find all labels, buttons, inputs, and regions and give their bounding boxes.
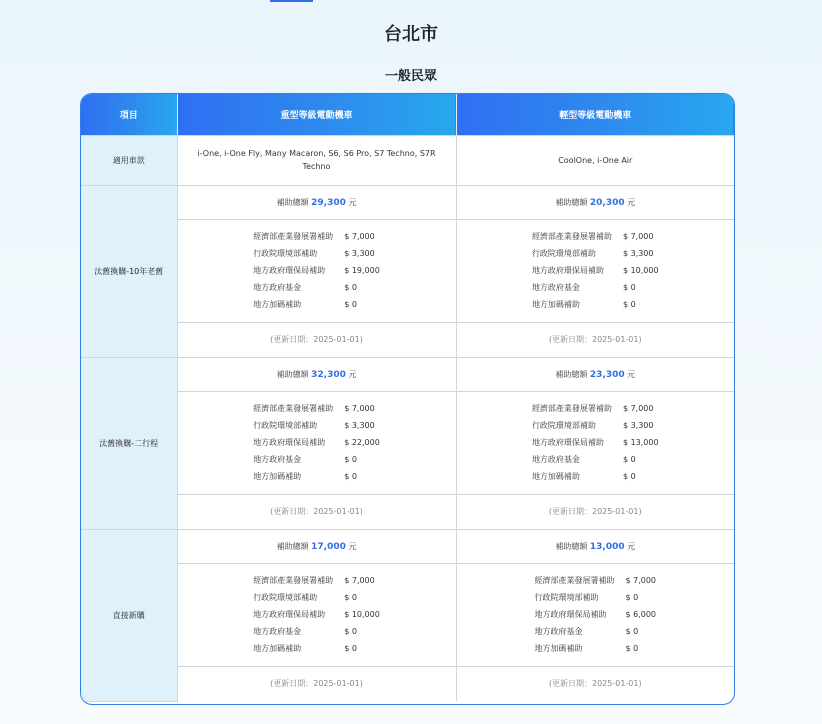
item-value: $ 7,000 xyxy=(344,576,375,585)
section-label: 汰舊換購-10年老舊 xyxy=(81,185,177,357)
total-prefix: 補助總額 xyxy=(276,197,309,207)
total-amount: 23,300 xyxy=(589,369,625,380)
breakdown-row xyxy=(81,391,734,494)
breakdown-item xyxy=(534,572,656,589)
light-models: CoolOne, i-One Air xyxy=(456,135,734,185)
breakdown-item xyxy=(532,417,659,434)
light-total-cell xyxy=(456,357,734,391)
breakdown-item xyxy=(253,468,380,485)
total-prefix: 補助總額 xyxy=(555,541,588,551)
item-name: 經濟部產業發展署補助 xyxy=(534,576,615,585)
item-value: $ 7,000 xyxy=(622,404,654,413)
breakdown-list xyxy=(253,228,380,313)
subsidy-table xyxy=(81,94,734,702)
total-amount: 32,300 xyxy=(311,369,346,380)
breakdown-item xyxy=(253,434,380,451)
active-tab-indicator xyxy=(270,0,313,2)
breakdown-item xyxy=(532,400,659,417)
breakdown-item xyxy=(534,606,656,623)
subsidy-table-container xyxy=(80,93,735,705)
total-amount: 29,300 xyxy=(311,197,346,208)
update-row xyxy=(81,494,734,529)
total-prefix: 補助總額 xyxy=(555,369,588,379)
total-amount: 20,300 xyxy=(589,197,625,208)
breakdown-item xyxy=(534,640,656,657)
item-value: $ 3,300 xyxy=(622,421,654,430)
breakdown-list xyxy=(532,400,659,485)
item-name: 行政院環境部補助 xyxy=(531,421,596,430)
item-value: $ 0 xyxy=(622,283,636,292)
item-value: $ 22,000 xyxy=(344,438,380,447)
item-value: $ 10,000 xyxy=(622,266,659,275)
item-value: $ 3,300 xyxy=(344,421,375,430)
item-value: $ 0 xyxy=(625,627,639,636)
item-value: $ 0 xyxy=(344,593,357,602)
item-name: 地方加碼補助 xyxy=(531,300,580,309)
breakdown-list xyxy=(253,572,380,657)
models-label: 適用車款 xyxy=(81,135,177,185)
breakdown-item xyxy=(253,451,380,468)
total-prefix: 補助總額 xyxy=(555,197,588,207)
total-prefix: 補助總額 xyxy=(276,369,309,379)
breakdown-list xyxy=(534,572,656,657)
item-value: $ 3,300 xyxy=(344,249,375,258)
item-value: $ 7,000 xyxy=(622,232,654,241)
item-name: 地方政府環保局補助 xyxy=(534,610,607,619)
breakdown-item xyxy=(253,400,380,417)
item-name: 地方政府基金 xyxy=(531,283,580,292)
heavy-breakdown-cell xyxy=(177,219,456,322)
item-value: $ 19,000 xyxy=(344,266,380,275)
total-row xyxy=(81,357,734,391)
heavy-breakdown-cell xyxy=(177,563,456,666)
heavy-update-date: (更新日期：2025-01-01) xyxy=(177,322,456,357)
total-suffix: 元 xyxy=(627,369,636,379)
breakdown-row xyxy=(81,219,734,322)
item-value: $ 7,000 xyxy=(344,404,375,413)
item-name: 地方政府基金 xyxy=(253,627,302,636)
item-name: 行政院環境部補助 xyxy=(531,249,596,258)
item-value: $ 0 xyxy=(625,593,639,602)
breakdown-item xyxy=(253,623,380,640)
item-name: 地方加碼補助 xyxy=(534,644,583,653)
item-value: $ 0 xyxy=(344,283,357,292)
item-value: $ 0 xyxy=(344,644,357,653)
heavy-total-cell xyxy=(177,357,456,391)
item-name: 經濟部產業發展署補助 xyxy=(253,576,334,585)
breakdown-list xyxy=(253,400,380,485)
light-update-date: (更新日期：2025-01-01) xyxy=(456,494,734,529)
total-amount: 13,000 xyxy=(589,541,625,552)
item-value: $ 3,300 xyxy=(622,249,654,258)
breakdown-item xyxy=(534,589,656,606)
section-label: 汰舊換購-二行程 xyxy=(81,357,177,529)
item-value: $ 13,000 xyxy=(622,438,659,447)
item-name: 地方加碼補助 xyxy=(253,644,302,653)
item-name: 地方政府環保局補助 xyxy=(531,266,604,275)
total-prefix: 補助總額 xyxy=(276,541,309,551)
item-name: 地方加碼補助 xyxy=(531,472,580,481)
breakdown-row xyxy=(81,563,734,666)
item-name: 地方政府基金 xyxy=(253,455,302,464)
item-value: $ 7,000 xyxy=(344,232,375,241)
light-update-date: (更新日期：2025-01-01) xyxy=(456,666,734,701)
item-value: $ 6,000 xyxy=(625,610,657,619)
breakdown-list xyxy=(532,228,659,313)
total-amount: 17,000 xyxy=(311,541,346,552)
item-value: $ 0 xyxy=(622,472,636,481)
item-name: 經濟部產業發展署補助 xyxy=(253,232,334,241)
item-name: 地方政府環保局補助 xyxy=(531,438,604,447)
item-value: $ 0 xyxy=(344,455,357,464)
item-name: 地方政府環保局補助 xyxy=(253,438,326,447)
item-name: 行政院環境部補助 xyxy=(253,421,318,430)
update-row xyxy=(81,666,734,701)
item-name: 地方加碼補助 xyxy=(253,472,302,481)
item-value: $ 0 xyxy=(344,627,357,636)
heavy-update-date: (更新日期：2025-01-01) xyxy=(177,666,456,701)
header-light: 輕型等級電動機車 xyxy=(456,94,734,135)
item-name: 行政院環境部補助 xyxy=(534,593,599,602)
breakdown-item xyxy=(532,228,659,245)
light-breakdown-cell xyxy=(456,391,734,494)
light-update-date: (更新日期：2025-01-01) xyxy=(456,322,734,357)
audience-subtitle: 一般民眾 xyxy=(384,69,437,84)
breakdown-item xyxy=(534,623,656,640)
light-total-cell xyxy=(456,529,734,563)
item-name: 經濟部產業發展署補助 xyxy=(531,232,612,241)
breakdown-item xyxy=(253,606,380,623)
page-title: 台北市 xyxy=(384,24,438,45)
breakdown-item xyxy=(253,262,380,279)
breakdown-item xyxy=(532,279,659,296)
heavy-models: i-One, i-One Fly, Many Macaron, S6, S6 Pro, S7 Techno, S7R Techno xyxy=(177,135,456,185)
light-total-cell xyxy=(456,185,734,219)
item-name: 經濟部產業發展署補助 xyxy=(531,404,612,413)
total-suffix: 元 xyxy=(348,541,357,551)
table-header-row xyxy=(81,94,734,135)
item-name: 地方政府環保局補助 xyxy=(253,266,326,275)
item-value: $ 0 xyxy=(625,644,639,653)
heavy-total-cell xyxy=(177,529,456,563)
breakdown-item xyxy=(532,262,659,279)
item-name: 地方加碼補助 xyxy=(253,300,302,309)
light-breakdown-cell xyxy=(456,219,734,322)
total-row xyxy=(81,529,734,563)
item-value: $ 7,000 xyxy=(625,576,657,585)
header-heavy: 重型等級電動機車 xyxy=(177,94,456,135)
total-suffix: 元 xyxy=(627,541,636,551)
breakdown-item xyxy=(253,296,380,313)
breakdown-item xyxy=(532,468,659,485)
total-suffix: 元 xyxy=(348,369,357,379)
section-label: 直接新購 xyxy=(81,529,177,701)
item-value: $ 0 xyxy=(622,455,636,464)
header-item: 項目 xyxy=(81,94,177,135)
heavy-total-cell xyxy=(177,185,456,219)
breakdown-item xyxy=(253,279,380,296)
item-name: 地方政府基金 xyxy=(531,455,580,464)
total-row xyxy=(81,185,734,219)
breakdown-item xyxy=(253,228,380,245)
item-value: $ 0 xyxy=(344,472,357,481)
total-suffix: 元 xyxy=(627,197,636,207)
heavy-breakdown-cell xyxy=(177,391,456,494)
item-name: 地方政府基金 xyxy=(253,283,302,292)
models-row xyxy=(81,135,734,185)
item-name: 地方政府基金 xyxy=(534,627,583,636)
update-row xyxy=(81,322,734,357)
light-breakdown-cell xyxy=(456,563,734,666)
item-value: $ 0 xyxy=(344,300,357,309)
item-value: $ 0 xyxy=(622,300,636,309)
breakdown-item xyxy=(253,572,380,589)
item-name: 地方政府環保局補助 xyxy=(253,610,326,619)
item-name: 行政院環境部補助 xyxy=(253,249,318,258)
breakdown-item xyxy=(253,589,380,606)
breakdown-item xyxy=(532,434,659,451)
item-value: $ 10,000 xyxy=(344,610,380,619)
breakdown-item xyxy=(253,245,380,262)
breakdown-item xyxy=(532,296,659,313)
item-name: 行政院環境部補助 xyxy=(253,593,318,602)
breakdown-item xyxy=(253,640,380,657)
item-name: 經濟部產業發展署補助 xyxy=(253,404,334,413)
heavy-update-date: (更新日期：2025-01-01) xyxy=(177,494,456,529)
breakdown-item xyxy=(253,417,380,434)
breakdown-item xyxy=(532,451,659,468)
total-suffix: 元 xyxy=(348,197,357,207)
breakdown-item xyxy=(532,245,659,262)
